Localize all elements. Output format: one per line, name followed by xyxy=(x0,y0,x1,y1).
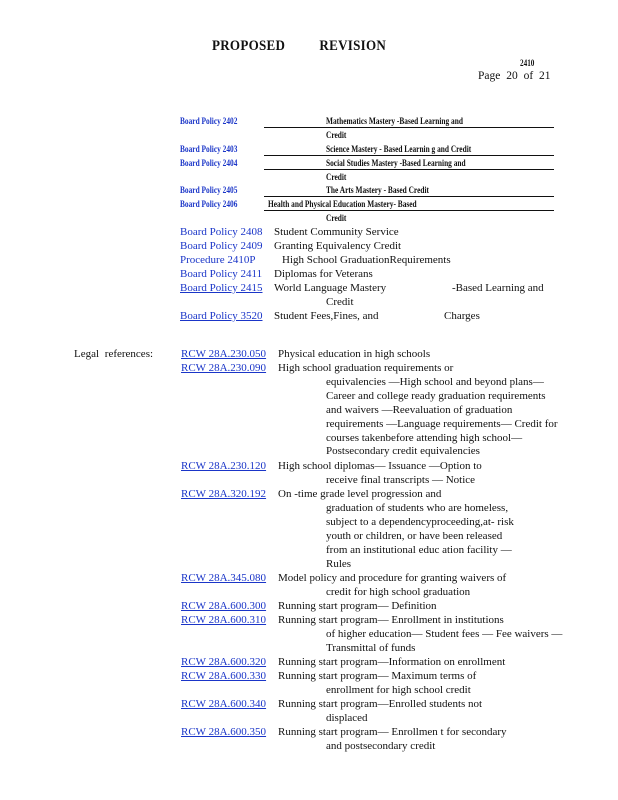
rcw-title: Running start program— Maximum terms of xyxy=(278,670,477,682)
rcw-title: High school diplomas— Issuance —Option to xyxy=(278,460,482,472)
rcw-title-cont: receive final transcripts — Notice xyxy=(326,473,476,486)
rcw-title-cont: graduation of students who are homeless, xyxy=(326,501,509,514)
rcw-link[interactable]: RCW 28A.230.120 xyxy=(181,460,267,472)
policy-desc-2402-cont: Credit xyxy=(326,130,347,140)
policy-desc-2409: Granting Equivalency Credit xyxy=(274,240,402,252)
policy-desc-2404-cont: Credit xyxy=(326,172,347,182)
policy-desc-2408: Student Community Service xyxy=(274,226,399,238)
policy-link-2404[interactable]: Board Policy 2404 xyxy=(180,158,238,168)
rcw-link[interactable]: RCW 28A.600.340 xyxy=(181,698,267,710)
rcw-link[interactable]: RCW 28A.600.350 xyxy=(181,726,267,738)
rcw-title-cont: Transmittal of funds xyxy=(326,641,416,654)
page-indicator: Page 20 of 21 xyxy=(478,70,551,82)
rcw-title-cont: of higher education— Student fees — Fee waivers — xyxy=(326,627,563,640)
title-proposed: PROPOSED xyxy=(212,38,286,54)
rcw-link[interactable]: RCW 28A.230.050 xyxy=(181,348,267,360)
rcw-title: Running start program— Enrollmen t for secondary xyxy=(278,726,507,738)
policy-link-2411[interactable]: Board Policy 2411 xyxy=(180,268,263,280)
title-revision: REVISION xyxy=(319,38,387,54)
policy-desc-2411: Diplomas for Veterans xyxy=(274,268,373,280)
rcw-title-cont: Career and college ready graduation requirements xyxy=(326,389,546,402)
rcw-link[interactable]: RCW 28A.600.300 xyxy=(181,600,267,612)
policy-desc-2404: Social Studies Mastery -Based Learning and xyxy=(326,158,466,168)
policy-desc-2405: The Arts Mastery - Based Credit xyxy=(326,185,429,195)
policy-link-2403[interactable]: Board Policy 2403 xyxy=(180,144,238,154)
rcw-link[interactable]: RCW 28A.600.320 xyxy=(181,656,267,668)
rcw-title-cont: Postsecondary credit equivalencies xyxy=(326,445,480,458)
rcw-title-cont: courses takenbefore attending high school— xyxy=(326,431,523,444)
document-title xyxy=(212,38,386,55)
legal-references-label: Legal references: xyxy=(74,348,154,360)
policy-link-2408[interactable]: Board Policy 2408 xyxy=(180,226,263,238)
procedure-desc-2410p: High School GraduationRequirements xyxy=(282,254,451,266)
rcw-title: Model policy and procedure for granting waivers of xyxy=(278,572,507,584)
rcw-title-cont: credit for high school graduation xyxy=(326,585,471,598)
rcw-link[interactable]: RCW 28A.600.310 xyxy=(181,614,267,626)
rcw-title-cont: subject to a dependencyproceeding,at- risk xyxy=(326,515,514,528)
policy-link-2406[interactable]: Board Policy 2406 xyxy=(180,199,238,209)
rcw-link[interactable]: RCW 28A.320.192 xyxy=(181,488,267,500)
rcw-title: Physical education in high schools xyxy=(278,348,431,360)
rcw-title: On -time grade level progression and xyxy=(278,488,442,500)
rcw-title: Running start program— Enrollment in institutions xyxy=(278,614,504,626)
policy-link-2405[interactable]: Board Policy 2405 xyxy=(180,185,238,195)
policy-rule xyxy=(264,210,554,211)
rcw-title-cont: requirements —Language requirements— Credit for xyxy=(326,417,558,430)
policy-desc-2415-cont: Credit xyxy=(326,296,354,308)
rcw-title-cont: and postsecondary credit xyxy=(326,739,436,752)
policy-link-2402[interactable]: Board Policy 2402 xyxy=(180,116,238,126)
policy-desc-2406-cont: Credit xyxy=(326,213,347,223)
policy-link-2415[interactable]: Board Policy 2415 xyxy=(180,282,263,294)
policy-desc-2402: Mathematics Mastery -Based Learning and xyxy=(326,116,463,126)
rcw-title: Running start program—Information on enrollment xyxy=(278,656,506,668)
policy-rule xyxy=(264,169,554,170)
policy-desc-2415: World Language Mastery xyxy=(274,282,387,294)
policy-rule xyxy=(264,196,554,197)
rcw-title: Running start program— Definition xyxy=(278,600,437,612)
rcw-title-cont: Rules xyxy=(326,557,352,570)
policy-number: 2410 xyxy=(520,58,535,68)
procedure-link-2410p[interactable]: Procedure 2410P xyxy=(180,254,256,266)
policy-link-2409[interactable]: Board Policy 2409 xyxy=(180,240,263,252)
rcw-title-cont: from an institutional educ ation facility — xyxy=(326,543,512,556)
rcw-link[interactable]: RCW 28A.230.090 xyxy=(181,362,267,374)
policy-desc-3520: Student Fees,Fines, and xyxy=(274,310,379,322)
rcw-link[interactable]: RCW 28A.600.330 xyxy=(181,670,267,682)
rcw-title-cont: youth or children, or have been released xyxy=(326,529,503,542)
policy-desc-2415-b: -Based Learning and xyxy=(452,282,544,294)
rcw-link[interactable]: RCW 28A.345.080 xyxy=(181,572,267,584)
rcw-title-cont: enrollment for high school credit xyxy=(326,683,471,696)
policy-rule xyxy=(264,155,554,156)
rcw-title-cont: and waivers —Reevaluation of graduation xyxy=(326,403,513,416)
rcw-title-cont: equivalencies —High school and beyond plans— xyxy=(326,375,544,388)
policy-desc-2403: Science Mastery - Based Learnin g and Credit xyxy=(326,144,472,154)
policy-desc-2406: Health and Physical Education Mastery- Based xyxy=(268,199,417,209)
policy-rule xyxy=(264,127,554,128)
rcw-title: Running start program—Enrolled students not xyxy=(278,698,483,710)
rcw-title-cont: displaced xyxy=(326,711,368,724)
rcw-title: High school graduation requirements or xyxy=(278,362,454,374)
policy-link-3520[interactable]: Board Policy 3520 xyxy=(180,310,263,322)
policy-desc-3520-b: Charges xyxy=(444,310,480,322)
